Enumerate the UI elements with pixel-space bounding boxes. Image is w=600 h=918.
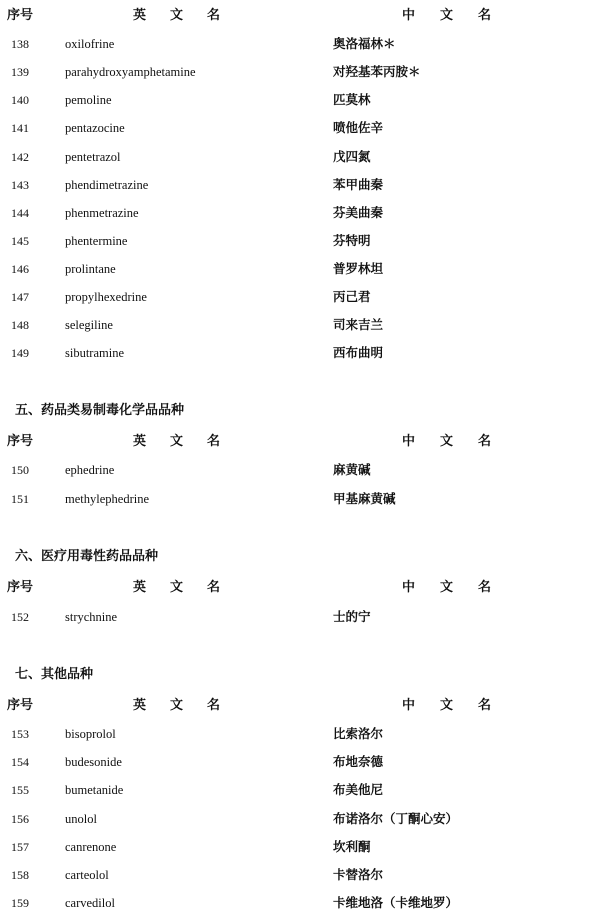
table-row: [0, 231, 600, 251]
table-header: [0, 6, 600, 26]
table-row: [0, 34, 600, 54]
row-cn: 奥洛福林＊: [333, 36, 396, 51]
row-cn: 卡替洛尔: [333, 867, 384, 882]
row-num: 156: [11, 812, 29, 826]
table-header: [0, 432, 600, 452]
table-row: [0, 175, 600, 195]
row-en: pentazocine: [65, 121, 125, 135]
row-num: 146: [11, 262, 29, 276]
row-num: 150: [11, 463, 29, 477]
row-num: 148: [11, 318, 29, 332]
row-en: bumetanide: [65, 783, 124, 797]
row-num: 140: [11, 93, 29, 107]
row-num: 141: [11, 121, 29, 135]
row-cn: 麻黄碱: [333, 462, 371, 477]
row-en: ephedrine: [65, 463, 115, 477]
row-cn: 对羟基苯丙胺＊: [333, 64, 421, 79]
row-cn: 士的宁: [333, 609, 371, 624]
row-en: oxilofrine: [65, 37, 115, 51]
row-cn: 喷他佐辛: [333, 120, 384, 135]
row-cn: 卡维地洛（卡维地罗）: [333, 895, 459, 910]
table-row: [0, 147, 600, 167]
row-cn: 布地奈德: [333, 754, 384, 769]
table-row: [0, 460, 600, 480]
row-num: 151: [11, 492, 29, 506]
row-cn: 匹莫林: [333, 92, 371, 107]
row-num: 157: [11, 840, 29, 854]
table-row: [0, 837, 600, 857]
table-header: [0, 696, 600, 716]
row-en: sibutramine: [65, 346, 125, 360]
row-cn: 布美他尼: [333, 782, 384, 797]
row-en: pemoline: [65, 93, 112, 107]
row-cn: 甲基麻黄碱: [333, 491, 396, 506]
row-cn: 西布曲明: [333, 345, 384, 360]
row-en: carteolol: [65, 868, 109, 882]
table-row: [0, 752, 600, 772]
section-title: 五、药品类易制毒化学品品种: [15, 403, 185, 418]
row-num: 139: [11, 65, 29, 79]
table-row: [0, 118, 600, 138]
row-num: 155: [11, 783, 29, 797]
table-header: [0, 578, 600, 598]
row-num: 158: [11, 868, 29, 882]
header-cn: 中文名: [402, 698, 517, 713]
row-en: selegiline: [65, 318, 113, 332]
row-cn: 芬美曲秦: [333, 205, 384, 220]
row-en: budesonide: [65, 755, 122, 769]
header-en: 英文名: [133, 698, 245, 713]
row-en: phendimetrazine: [65, 178, 149, 192]
row-num: 153: [11, 727, 29, 741]
table-row: [0, 724, 600, 744]
table-row: [0, 865, 600, 885]
table-row: [0, 343, 600, 363]
row-en: methylephedrine: [65, 492, 149, 506]
row-num: 144: [11, 206, 29, 220]
row-num: 154: [11, 755, 29, 769]
section-title: 七、其他品种: [15, 667, 94, 682]
header-num: 序号: [7, 580, 34, 595]
header-cn: 中文名: [402, 8, 517, 23]
row-num: 138: [11, 37, 29, 51]
header-num: 序号: [7, 8, 34, 23]
row-en: parahydroxyamphetamine: [65, 65, 196, 79]
table-row: [0, 203, 600, 223]
row-en: carvedilol: [65, 896, 115, 910]
table-row: [0, 780, 600, 800]
row-cn: 比索洛尔: [333, 726, 384, 741]
row-cn: 布诺洛尔（丁酮心安）: [333, 811, 459, 826]
row-num: 142: [11, 150, 29, 164]
row-cn: 丙己君: [333, 289, 371, 304]
row-en: unolol: [65, 812, 97, 826]
table-row: [0, 489, 600, 509]
row-en: prolintane: [65, 262, 116, 276]
row-num: 143: [11, 178, 29, 192]
row-en: phenmetrazine: [65, 206, 139, 220]
row-en: phentermine: [65, 234, 128, 248]
table-row: [0, 259, 600, 279]
row-num: 152: [11, 610, 29, 624]
table-row: [0, 607, 600, 627]
row-en: pentetrazol: [65, 150, 121, 164]
row-num: 149: [11, 346, 29, 360]
header-num: 序号: [7, 434, 34, 449]
header-num: 序号: [7, 698, 34, 713]
header-en: 英文名: [133, 8, 245, 23]
section-title: 六、医疗用毒性药品品种: [15, 549, 159, 564]
table-row: [0, 809, 600, 829]
row-cn: 苯甲曲秦: [333, 177, 384, 192]
table-row: [0, 90, 600, 110]
row-cn: 戊四氮: [333, 149, 371, 164]
row-en: strychnine: [65, 610, 118, 624]
header-cn: 中文名: [402, 580, 517, 595]
row-num: 145: [11, 234, 29, 248]
table-row: [0, 287, 600, 307]
table-row: [0, 893, 600, 913]
row-cn: 司来吉兰: [333, 317, 384, 332]
row-en: canrenone: [65, 840, 117, 854]
row-cn: 芬特明: [333, 233, 371, 248]
row-en: propylhexedrine: [65, 290, 147, 304]
row-cn: 坎利酮: [333, 839, 371, 854]
row-cn: 普罗林坦: [333, 261, 384, 276]
table-row: [0, 315, 600, 335]
header-en: 英文名: [133, 580, 245, 595]
row-en: bisoprolol: [65, 727, 116, 741]
header-cn: 中文名: [402, 434, 517, 449]
table-row: [0, 62, 600, 82]
row-num: 159: [11, 896, 29, 910]
header-en: 英文名: [133, 434, 245, 449]
row-num: 147: [11, 290, 29, 304]
